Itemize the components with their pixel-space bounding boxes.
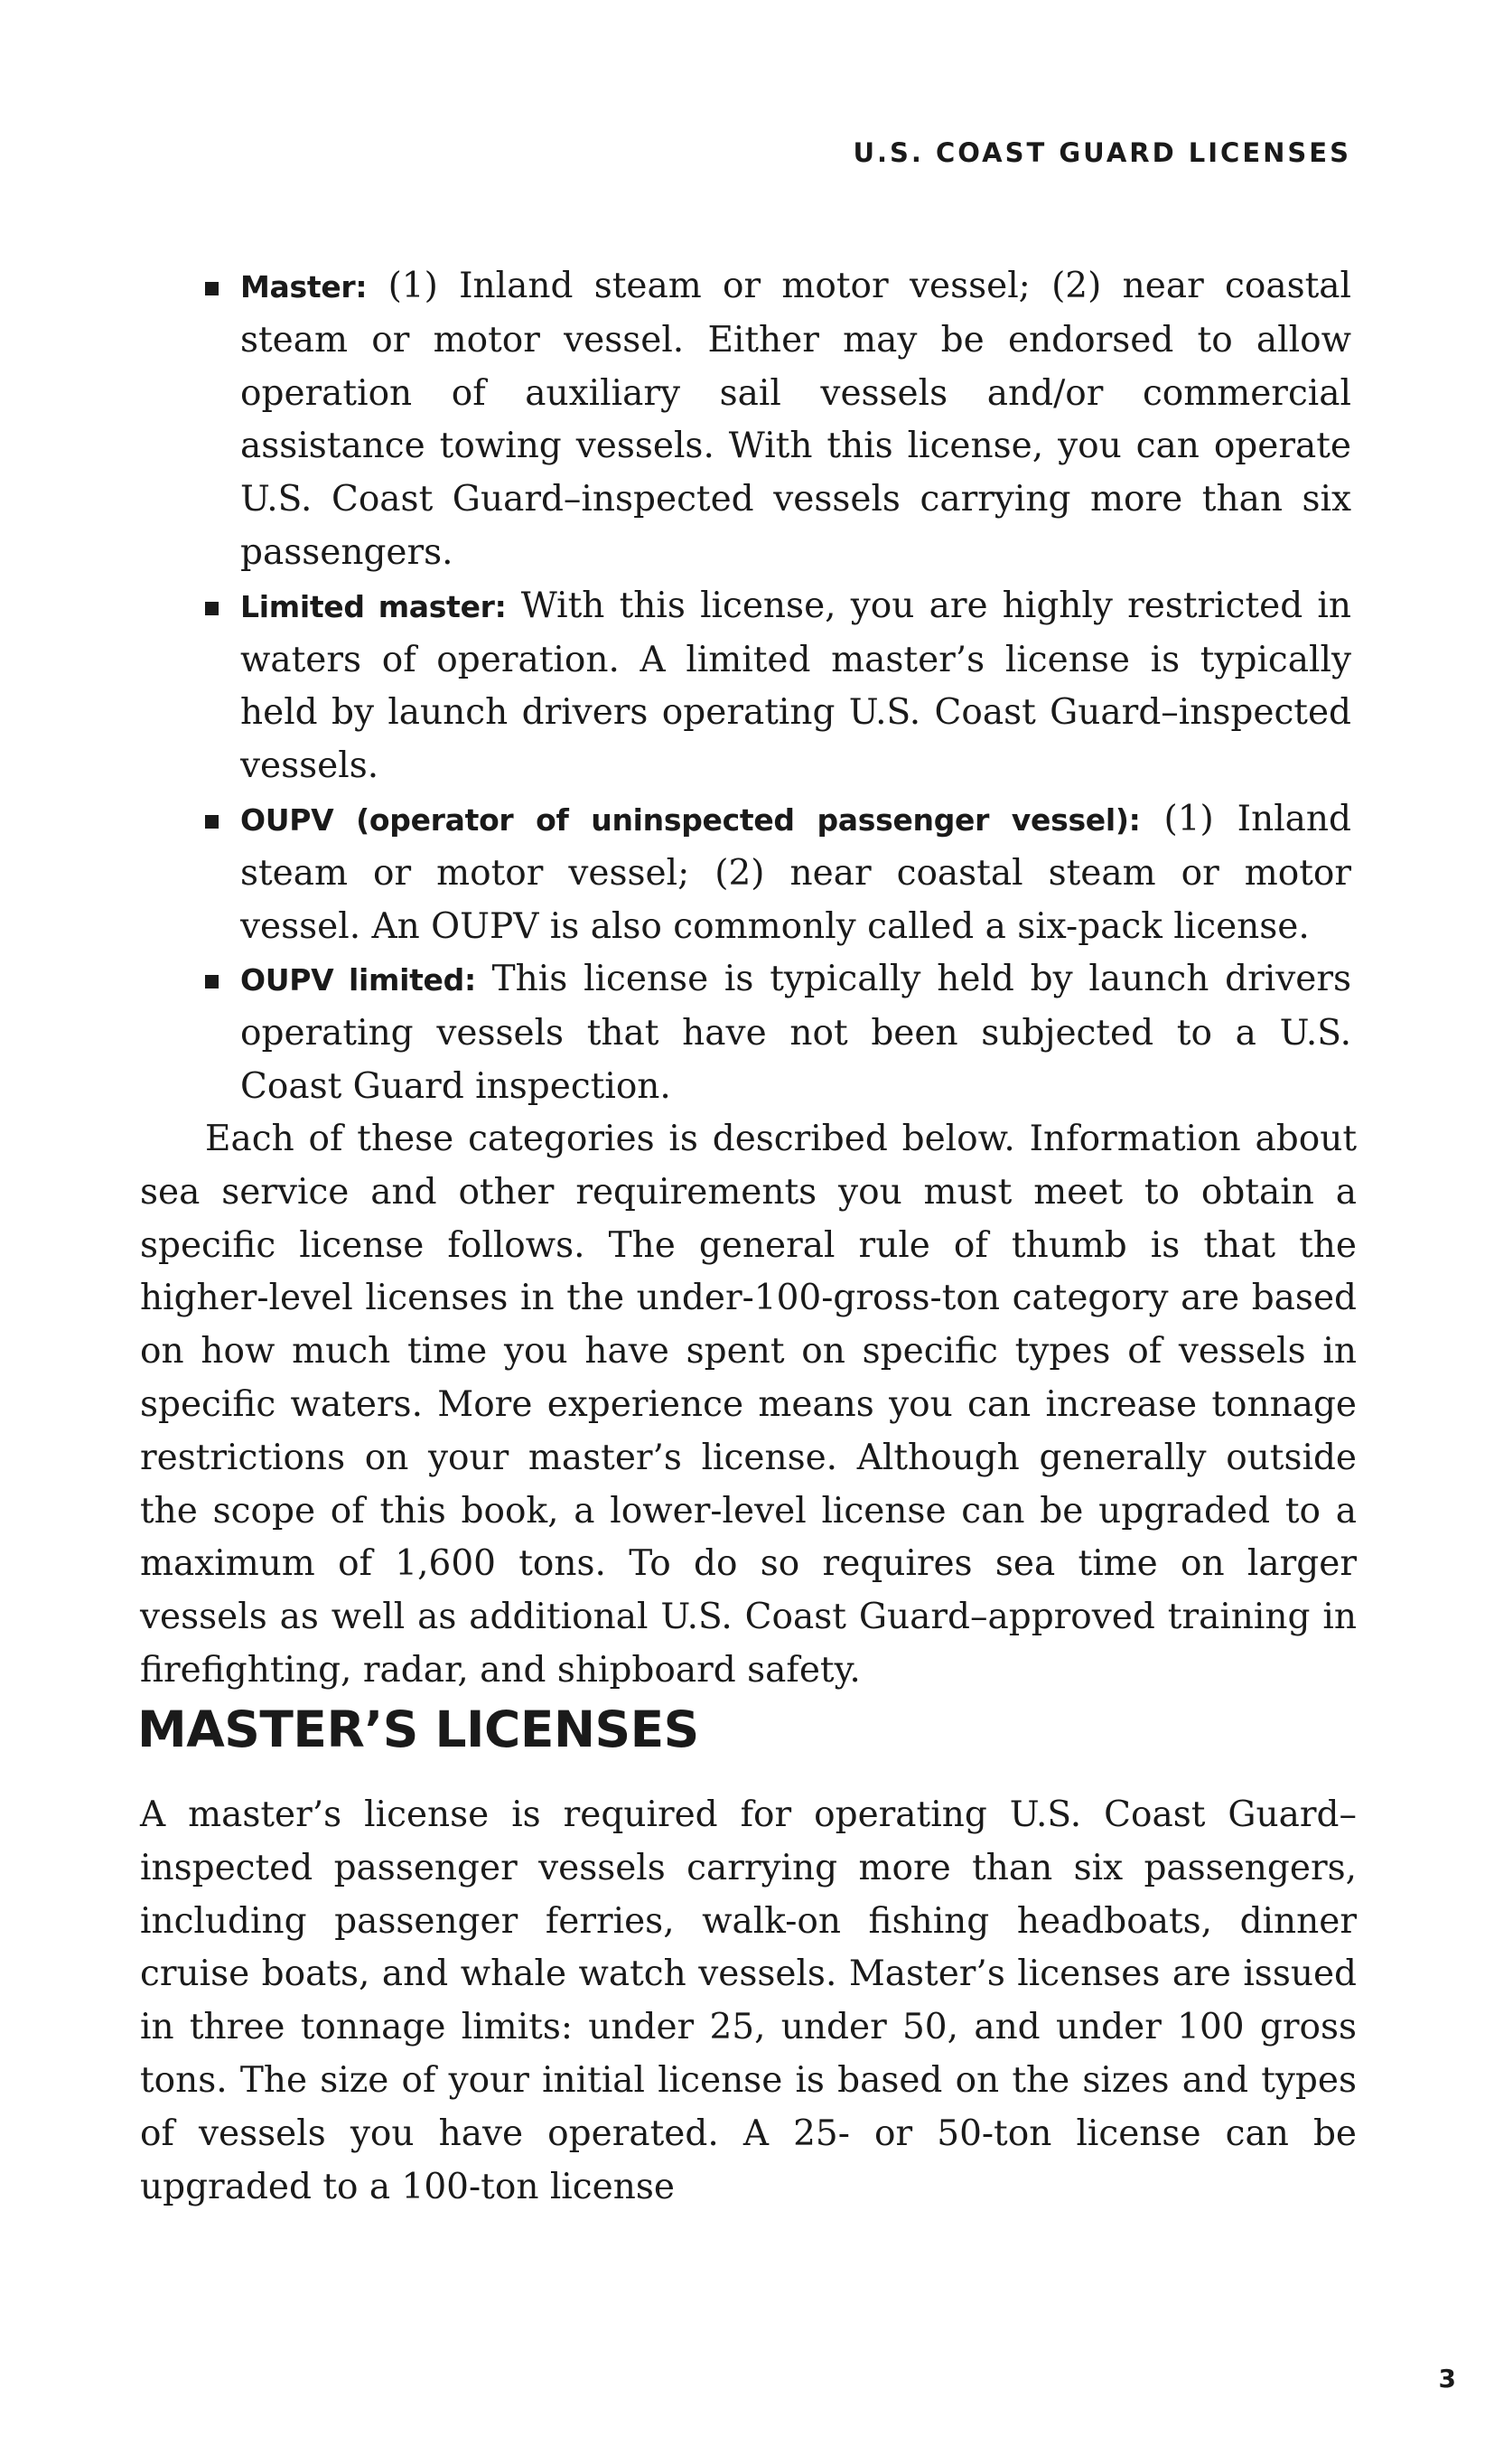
bullet-text: (1) Inland steam or motor vessel; (2) near coastal steam or motor vessel. An OUPV is also commonly called a six-pack license. <box>240 798 1351 947</box>
bullet-square-icon <box>205 602 219 615</box>
list-item-limited-master <box>202 580 1351 793</box>
bullet-term: Limited master: <box>240 588 507 624</box>
section-heading: MASTER’S LICENSES <box>137 1700 699 1758</box>
bullet-term: OUPV limited: <box>240 962 476 998</box>
bullet-square-icon <box>205 815 219 829</box>
list-item-master <box>202 260 1351 580</box>
body-paragraph: Each of these categories is described below. Information about sea service and other requirements you must meet to obtain a specific license follows. The general rule of thumb is that the higher-level licenses in the under-100-gross-ton category are based on how much time you have spent on specific types of vessels in specific waters. More experience means you can increase tonnage restrictions on your master’s license. Although generally outside the scope of this book, a lower-level license can be upgraded to a maximum of 1,600 tons. To do so requires sea time on larger vessels as well as additional U.S. Coast Guard–approved training in firefighting, radar, and shipboard safety. <box>140 1119 1357 1691</box>
bullet-term: OUPV (operator of uninspected passenger vessel): <box>240 801 1141 838</box>
running-header: U.S. COAST GUARD LICENSES <box>853 137 1351 168</box>
bullet-text: With this license, you are highly restricted in waters of operation. A limited master’s license is typically held by launch drivers operating U.S. Coast Guard–inspected vessels. <box>240 585 1351 787</box>
bullet-text: This license is typically held by launch drivers operating vessels that have not been subjected to a U.S. Coast Guard inspection. <box>240 959 1351 1107</box>
page-number: 3 <box>1438 2364 1456 2394</box>
list-item-oupv-limited <box>202 953 1351 1113</box>
section-paragraph: A master’s license is required for operating U.S. Coast Guard–inspected passenger vessels carrying more than six passengers, including passenger ferries, walk-on fishing headboats, dinner cruise boats, and whale watch vessels. Master’s licenses are issued in three tonnage limits: under 25, under 50, and under 100 gross tons. The size of your initial license is based on the sizes and types of vessels you have operated. A 25- or 50-ton license can be upgraded to a 100-ton license <box>140 1794 1357 2207</box>
bullet-square-icon <box>205 975 219 988</box>
bullet-text: (1) Inland steam or motor vessel; (2) near coastal steam or motor vessel. Either may be endorsed to allow operation of auxiliary sail vessels and/or commercial assistance towing vessels. With this license, you can operate U.S. Coast Guard–inspected vessels carrying more than six passengers. <box>240 266 1351 573</box>
bullet-square-icon <box>205 282 219 295</box>
list-item-oupv <box>202 793 1351 953</box>
bullet-term: Master: <box>240 269 368 304</box>
license-types-list <box>202 260 1351 1114</box>
